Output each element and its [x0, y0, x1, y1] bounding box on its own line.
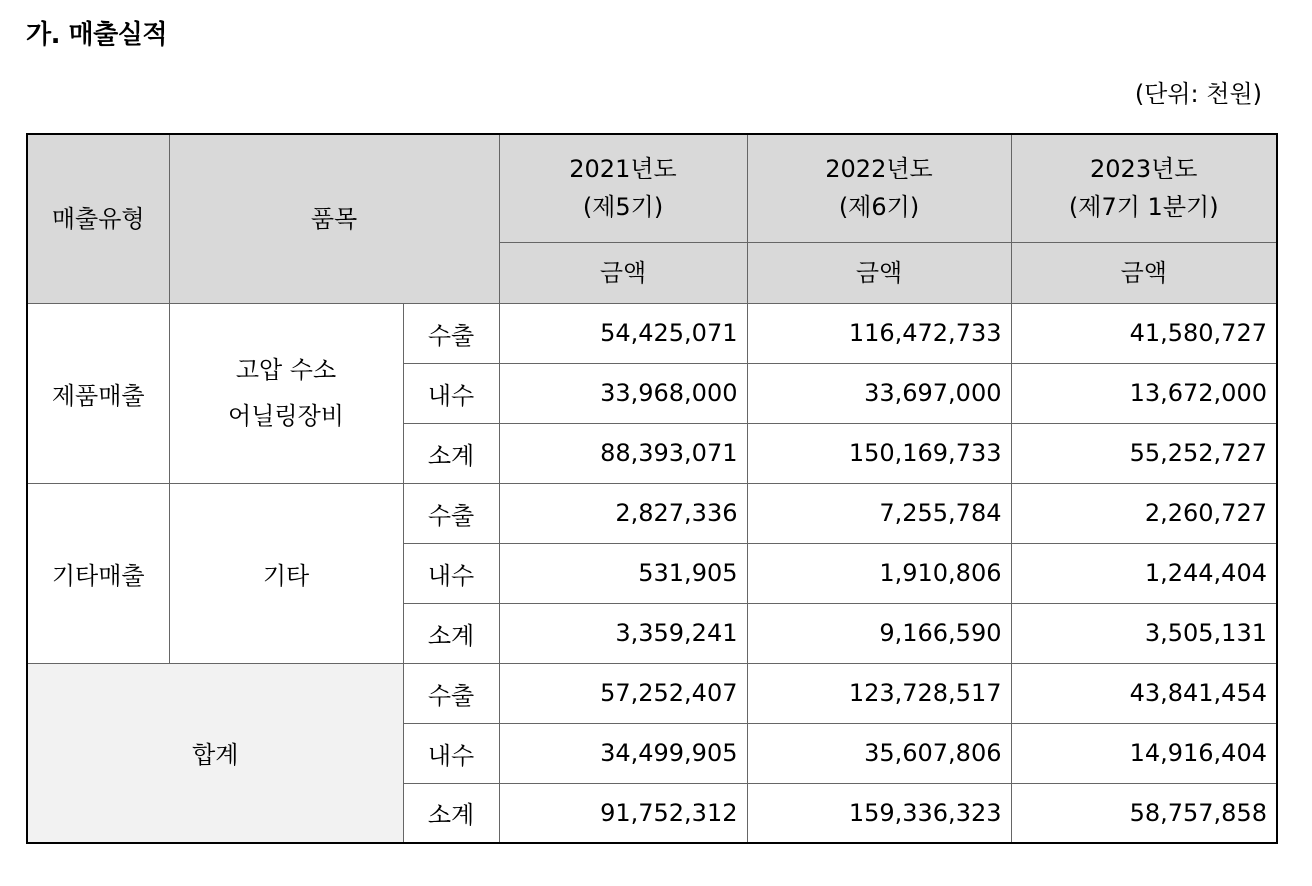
amount-cell: 88,393,071 [499, 423, 747, 483]
amount-cell: 9,166,590 [747, 603, 1011, 663]
sales-type-cell: 제품매출 [27, 303, 169, 483]
amount-cell: 34,499,905 [499, 723, 747, 783]
amount-cell: 41,580,727 [1011, 303, 1277, 363]
kind-cell: 수출 [403, 483, 499, 543]
item-cell: 기타 [169, 483, 403, 663]
amount-cell: 1,910,806 [747, 543, 1011, 603]
year-label: 2022년도 [825, 155, 933, 184]
kind-cell: 내수 [403, 543, 499, 603]
kind-cell: 소계 [403, 423, 499, 483]
amount-cell: 123,728,517 [747, 663, 1011, 723]
amount-cell: 33,697,000 [747, 363, 1011, 423]
header-row-years [27, 134, 1277, 242]
kind-cell: 수출 [403, 663, 499, 723]
kind-cell: 소계 [403, 603, 499, 663]
amount-cell: 116,472,733 [747, 303, 1011, 363]
table-row-total [27, 663, 1277, 723]
item-cell [169, 303, 403, 483]
item-line: 고압 수소 [235, 356, 337, 384]
kind-cell: 내수 [403, 363, 499, 423]
amount-cell: 3,505,131 [1011, 603, 1277, 663]
amount-cell: 57,252,407 [499, 663, 747, 723]
amount-cell: 35,607,806 [747, 723, 1011, 783]
header-amount: 금액 [747, 242, 1011, 303]
total-label-cell: 합계 [27, 663, 403, 843]
header-amount: 금액 [1011, 242, 1277, 303]
header-year-2023 [1011, 134, 1277, 242]
period-label: (제7기 1분기) [1068, 193, 1219, 222]
amount-cell: 2,260,727 [1011, 483, 1277, 543]
amount-cell: 150,169,733 [747, 423, 1011, 483]
kind-cell: 내수 [403, 723, 499, 783]
sales-type-cell: 기타매출 [27, 483, 169, 663]
amount-cell: 3,359,241 [499, 603, 747, 663]
year-label: 2021년도 [569, 155, 677, 184]
header-item: 품목 [169, 134, 499, 303]
amount-cell: 54,425,071 [499, 303, 747, 363]
table-row [27, 303, 1277, 363]
section-heading: 가. 매출실적 [26, 20, 168, 50]
amount-cell: 43,841,454 [1011, 663, 1277, 723]
table-row [27, 483, 1277, 543]
amount-cell: 13,672,000 [1011, 363, 1277, 423]
period-label: (제6기) [838, 193, 920, 222]
amount-cell: 1,244,404 [1011, 543, 1277, 603]
amount-cell: 58,757,858 [1011, 783, 1277, 843]
amount-cell: 14,916,404 [1011, 723, 1277, 783]
amount-cell: 2,827,336 [499, 483, 747, 543]
kind-cell: 수출 [403, 303, 499, 363]
kind-cell: 소계 [403, 783, 499, 843]
year-label: 2023년도 [1090, 155, 1198, 184]
sales-table [26, 133, 1278, 844]
amount-cell: 91,752,312 [499, 783, 747, 843]
amount-cell: 531,905 [499, 543, 747, 603]
amount-cell: 55,252,727 [1011, 423, 1277, 483]
amount-cell: 33,968,000 [499, 363, 747, 423]
header-year-2022 [747, 134, 1011, 242]
header-sales-type: 매출유형 [27, 134, 169, 303]
header-amount: 금액 [499, 242, 747, 303]
amount-cell: 159,336,323 [747, 783, 1011, 843]
amount-cell: 7,255,784 [747, 483, 1011, 543]
header-year-2021 [499, 134, 747, 242]
period-label: (제5기) [582, 193, 664, 222]
item-line: 어닐링장비 [228, 402, 344, 430]
unit-note: (단위: 천원) [1134, 80, 1262, 108]
